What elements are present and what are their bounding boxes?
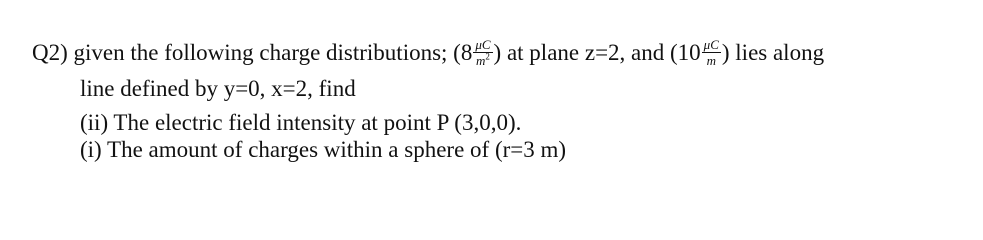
fraction-denominator bbox=[473, 53, 492, 67]
question-line-1 bbox=[32, 39, 824, 69]
denominator-exponent: 2 bbox=[485, 51, 490, 62]
denominator-base: m bbox=[476, 53, 486, 69]
fraction-numerator: μC bbox=[475, 37, 491, 53]
surface-charge-unit-fraction bbox=[473, 38, 492, 67]
question-suffix: ) lies along bbox=[721, 40, 825, 65]
fraction-numerator: μC bbox=[703, 37, 719, 53]
question-part-ii: (ii) The electric field intensity at point P (3,0,0). bbox=[80, 110, 522, 135]
question-part-i: (i) The amount of charges within a sphere of (r=3 m) bbox=[80, 137, 567, 162]
question-middle: ) at plane z=2, and (10 bbox=[493, 40, 701, 65]
fraction-denominator: m bbox=[706, 53, 716, 69]
line-charge-unit-fraction bbox=[702, 38, 721, 67]
question-prefix: Q2) given the following charge distributions; (8 bbox=[32, 40, 473, 65]
question-line-2: line defined by y=0, x=2, find bbox=[80, 76, 356, 101]
